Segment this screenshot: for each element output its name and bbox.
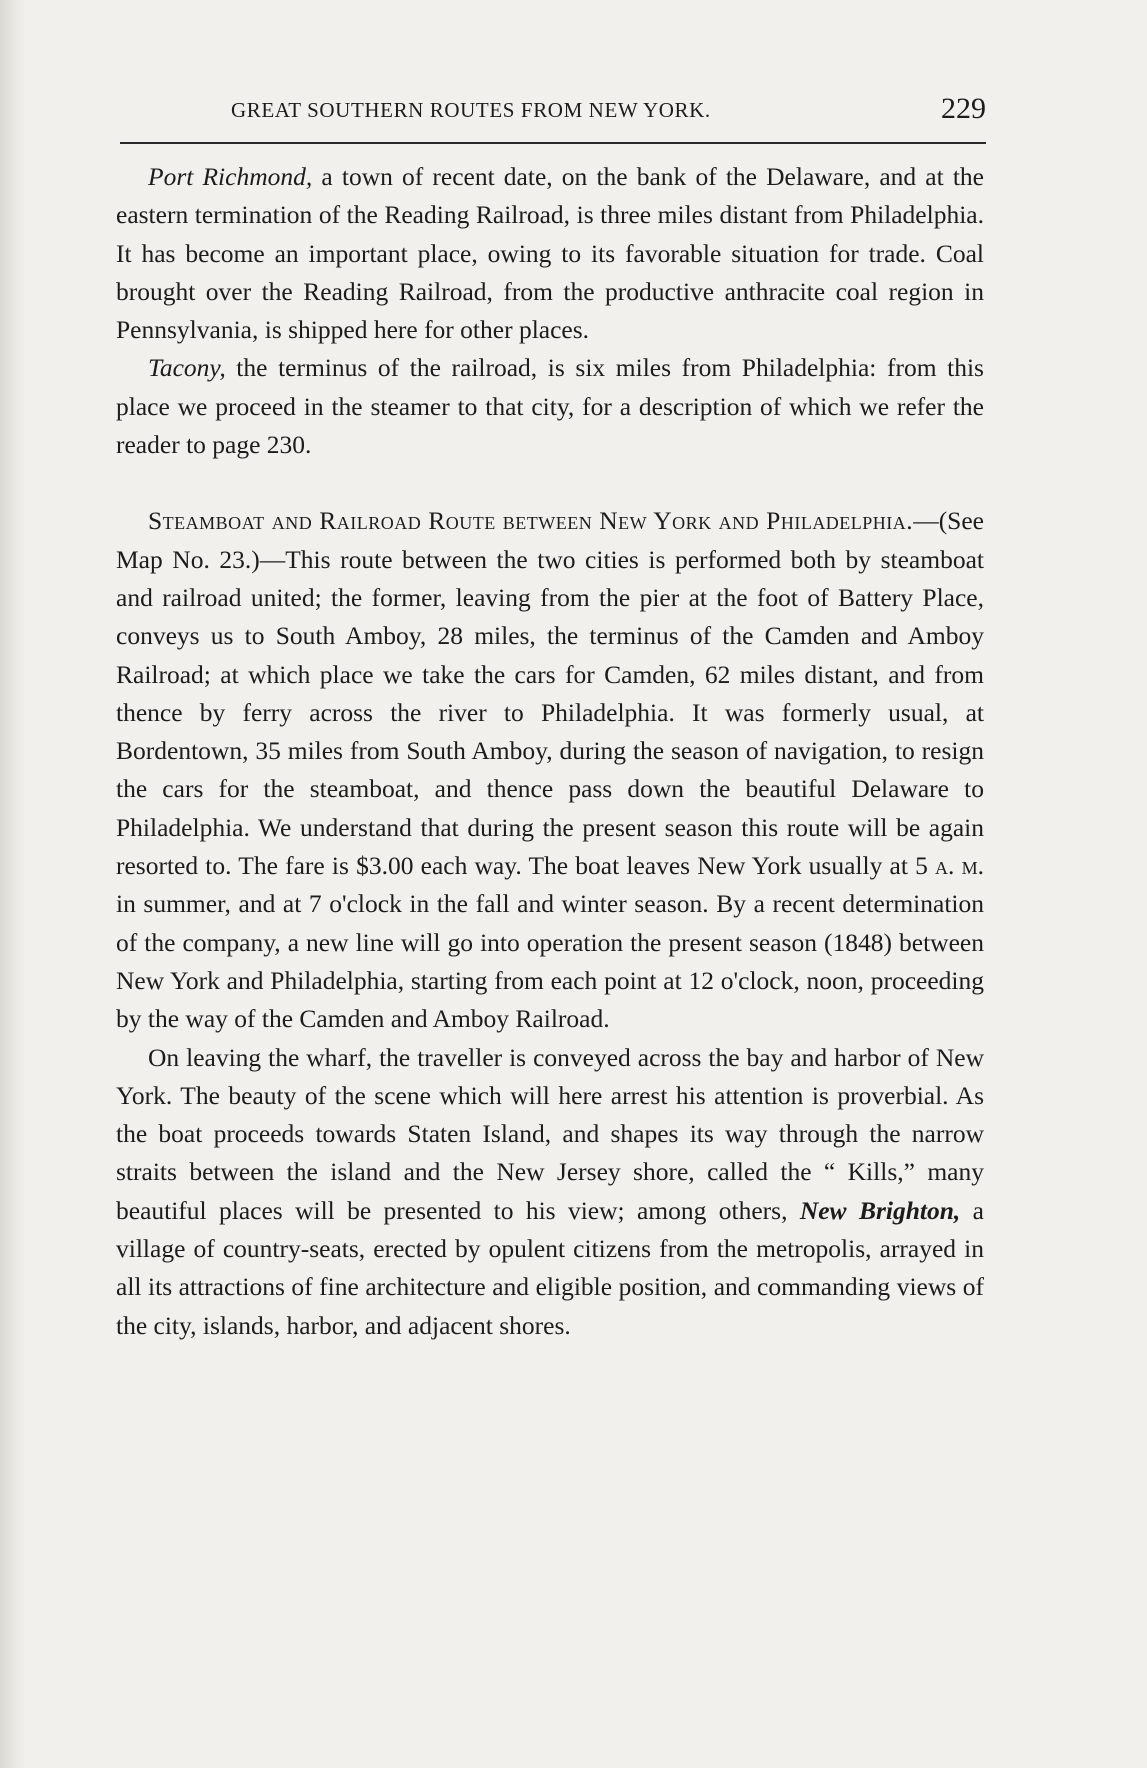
paragraph-text: —(See Map No. 23.)—This route between the two cities is performed both by steamboat and railroad united; the former, leaving from the pier at the foot of Battery Place, conveys us to South Amboy, 28 miles, the terminus of the Camden and Amboy Railroad; at which place we take the cars for Camden, 62 miles distant, and from thence by ferry across the river to Philadelphia. It was formerly usual, at Bordentown, 35 miles from South Amboy, during the season of navigation, to resign the cars for the steamboat, and thence pass down the beautiful Delaware to Philadelphia. We understand that during the present season this route will be again resorted to. The fare is $3.00 each way. The boat leaves New York usually at 5 xyxy=(116,506,984,881)
paragraph-text: On leaving the wharf, the traveller is conveyed across the bay and harbor of New York. The beauty of the scene which will here arrest his attention is proverbial. As the boat proceeds towards Staten Island, and shapes its way through the narrow straits between the island and the New Jersey shore, called the “ Kills,” many beautiful places will be presented to his view; among others, xyxy=(116,1042,984,1225)
paragraph-text: the terminus of the railroad, is six miles from Philadelphia: from this place we proceed in the steamer to that city, for a description of which we refer the reader to page 230. xyxy=(116,353,984,460)
section-heading: Steamboat and Railroad Route between New York and Philadelphia. xyxy=(148,506,914,536)
paragraph-steamboat-route xyxy=(116,502,984,1038)
body-text xyxy=(116,158,984,1345)
paragraph-leaving-wharf xyxy=(116,1039,984,1345)
time-abbreviation: a. m. xyxy=(935,851,984,881)
place-name-tacony: Tacony, xyxy=(148,353,226,383)
header-rule xyxy=(120,142,986,144)
place-name-port-richmond: Port Richmond, xyxy=(148,162,313,191)
paragraph-text: in summer, and at 7 o'clock in the fall and winter season. By a recent determination of the company, a new line will go into operation the present season (1848) between New York and Philadelphia, starting from each point at 12 o'clock, noon, proceeding by the way of the Camden and Amboy Railroad. xyxy=(116,889,984,1034)
running-head xyxy=(120,92,986,132)
paragraph-tacony xyxy=(116,349,984,464)
paragraph-text: a town of recent date, on the bank of the Delaware, and at the eastern termination of the Reading Railroad, is three miles distant from Philadelphia. It has become an important place, owing to its favorable situation for trade. Coal brought over the Reading Railroad, from the productive anthracite coal region in Pennsylvania, is shipped here for other places. xyxy=(116,162,984,345)
paragraph-port-richmond xyxy=(116,158,984,349)
place-name-new-brighton: New Brighton, xyxy=(799,1195,961,1225)
page-number: 229 xyxy=(941,92,986,125)
running-head-title: GREAT SOUTHERN ROUTES FROM NEW YORK. xyxy=(231,98,711,122)
paragraph-text: a village of country-seats, erected by opulent citizens from the metropolis, arrayed in all its attractions of fine architecture and eligible position, and commanding views of the city, islands, harbor, and adjacent shores. xyxy=(116,1195,984,1340)
page-edge-shadow xyxy=(0,0,26,1768)
